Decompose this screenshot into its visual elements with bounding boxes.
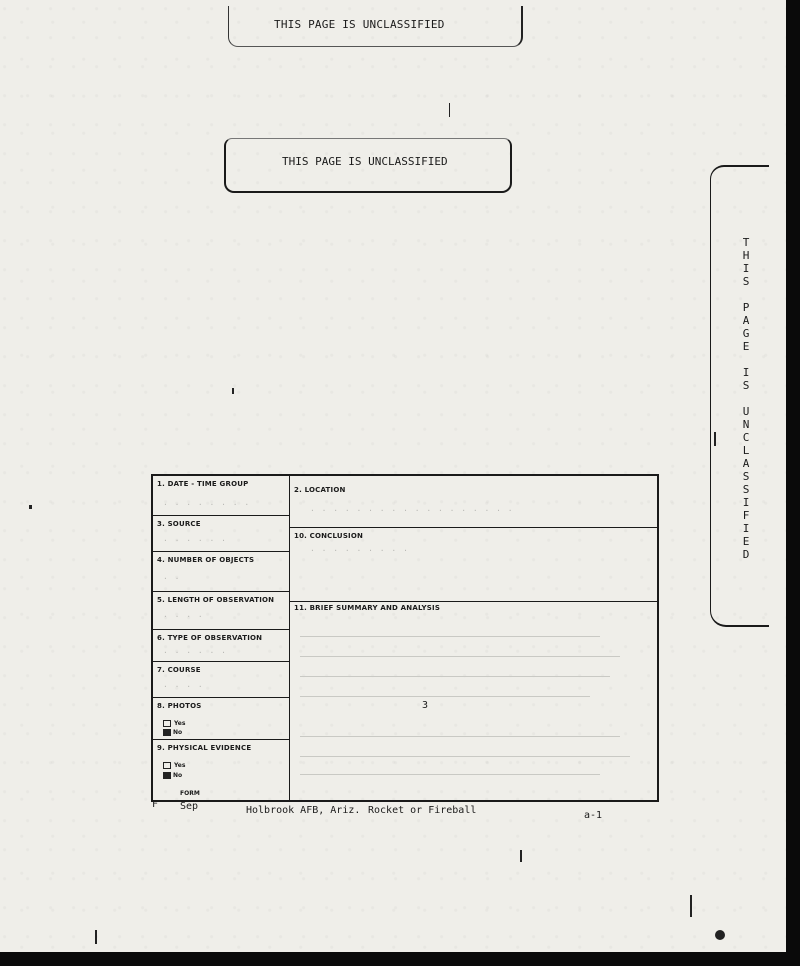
summary-cell	[290, 602, 657, 800]
middle-classification-stamp: THIS PAGE IS UNCLASSIFIED	[282, 155, 448, 168]
scan-speck	[714, 432, 716, 446]
side-stamp-letter: H	[742, 249, 750, 262]
faint-line	[300, 774, 600, 775]
side-stamp-letter: A	[742, 457, 750, 470]
side-stamp-letter: E	[742, 535, 750, 548]
footer-page-ref: a-1	[584, 810, 603, 821]
side-stamp-letter: E	[742, 340, 750, 353]
evidence-yes-label: Yes	[174, 762, 186, 769]
photos-no-option	[163, 729, 182, 736]
side-stamp-letter: U	[742, 405, 750, 418]
faint-entry: · · · ·	[163, 682, 204, 691]
summary-label: 11. BRIEF SUMMARY AND ANALYSIS	[294, 604, 441, 612]
evidence-no-label: No	[173, 772, 183, 779]
location-label: 2. LOCATION	[294, 486, 346, 494]
number-of-objects-cell	[153, 552, 289, 592]
photos-yes-label: Yes	[174, 720, 186, 727]
side-stamp-letter: S	[742, 275, 750, 288]
conclusion-label: 10. CONCLUSION	[294, 532, 364, 540]
side-stamp-letter	[740, 288, 752, 301]
evidence-yes-option	[163, 762, 185, 769]
faint-line	[300, 676, 610, 677]
side-stamp-letter: C	[742, 431, 750, 444]
side-stamp-letter: D	[742, 548, 750, 561]
length-of-observation-label: 5. LENGTH OF OBSERVATION	[157, 596, 275, 604]
evidence-no-option	[163, 772, 182, 779]
side-stamp-letter: S	[742, 483, 750, 496]
photos-yes-option	[163, 720, 185, 727]
side-stamp-letter: I	[742, 496, 750, 509]
side-stamp-letter: N	[742, 418, 750, 431]
scan-speck	[29, 505, 32, 509]
side-stamp-letter: L	[742, 444, 750, 457]
date-time-cell	[153, 476, 289, 516]
side-stamp-letter: P	[742, 301, 750, 314]
footer-form-label: FORM	[180, 790, 200, 797]
checkbox-empty-icon	[163, 762, 171, 769]
location-cell	[290, 476, 657, 528]
faint-summary-text	[300, 626, 630, 776]
checkbox-checked-icon	[163, 729, 171, 736]
length-of-observation-cell	[153, 592, 289, 630]
side-stamp-letter: T	[742, 236, 750, 249]
side-stamp-letter	[740, 392, 752, 405]
footer-form-prefix: F	[152, 799, 159, 810]
course-cell	[153, 662, 289, 698]
footer-conclusion: Rocket or Fireball	[368, 805, 477, 816]
side-stamp-letter	[740, 353, 752, 366]
type-of-observation-label: 6. TYPE OF OBSERVATION	[157, 634, 263, 642]
side-stamp-letter: G	[742, 327, 750, 340]
side-classification-stamp	[740, 236, 752, 561]
faint-entry: · · · · · ·	[163, 648, 227, 657]
faint-line	[300, 636, 600, 637]
footer-location: Holbrook AFB, Ariz.	[246, 805, 361, 816]
faint-entry: · ·	[163, 574, 181, 583]
course-label: 7. COURSE	[157, 666, 201, 674]
top-classification-stamp: THIS PAGE IS UNCLASSIFIED	[274, 18, 445, 31]
side-stamp-letter: I	[742, 366, 750, 379]
photos-label: 8. PHOTOS	[157, 702, 202, 710]
source-label: 3. SOURCE	[157, 520, 201, 528]
photos-cell	[153, 698, 289, 740]
faint-entry: · · · · · · · · ·	[310, 546, 409, 555]
faint-line	[300, 696, 590, 697]
checkbox-empty-icon	[163, 720, 171, 727]
number-of-objects-label: 4. NUMBER OF OBJECTS	[157, 556, 255, 564]
faint-entry: · · · · · ·	[163, 536, 227, 545]
scan-speck	[232, 388, 234, 394]
project-card-form	[151, 474, 659, 802]
faint-line	[300, 656, 620, 657]
faint-line	[300, 736, 620, 737]
type-of-observation-cell	[153, 630, 289, 662]
scan-edge-right	[786, 0, 800, 966]
photos-no-label: No	[173, 729, 183, 736]
checkbox-checked-icon	[163, 772, 171, 779]
physical-evidence-label: 9. PHYSICAL EVIDENCE	[157, 744, 252, 752]
side-stamp-letter: S	[742, 470, 750, 483]
scan-speck	[449, 103, 450, 117]
physical-evidence-cell	[153, 740, 289, 800]
page-number: 3	[422, 700, 429, 711]
scan-speck	[715, 930, 725, 940]
faint-entry: · · · · · · · · · · · · · · · · · ·	[310, 506, 514, 515]
faint-entry: · · · · · · · ·	[163, 500, 251, 509]
source-cell	[153, 516, 289, 552]
form-left-column	[153, 476, 290, 800]
scan-edge-bottom	[0, 952, 800, 966]
footer-form-date: Sep	[180, 801, 199, 812]
side-stamp-letter: I	[742, 262, 750, 275]
side-stamp-letter: I	[742, 522, 750, 535]
side-stamp-letter: F	[742, 509, 750, 522]
scan-speck	[690, 895, 692, 917]
date-time-label: 1. DATE - TIME GROUP	[157, 480, 249, 488]
side-stamp-letter: A	[742, 314, 750, 327]
faint-entry: · · · ·	[163, 612, 204, 621]
faint-line	[300, 756, 630, 757]
scan-speck	[95, 930, 97, 944]
scan-speck	[520, 850, 522, 862]
side-stamp-letter: S	[742, 379, 750, 392]
conclusion-cell	[290, 528, 657, 602]
